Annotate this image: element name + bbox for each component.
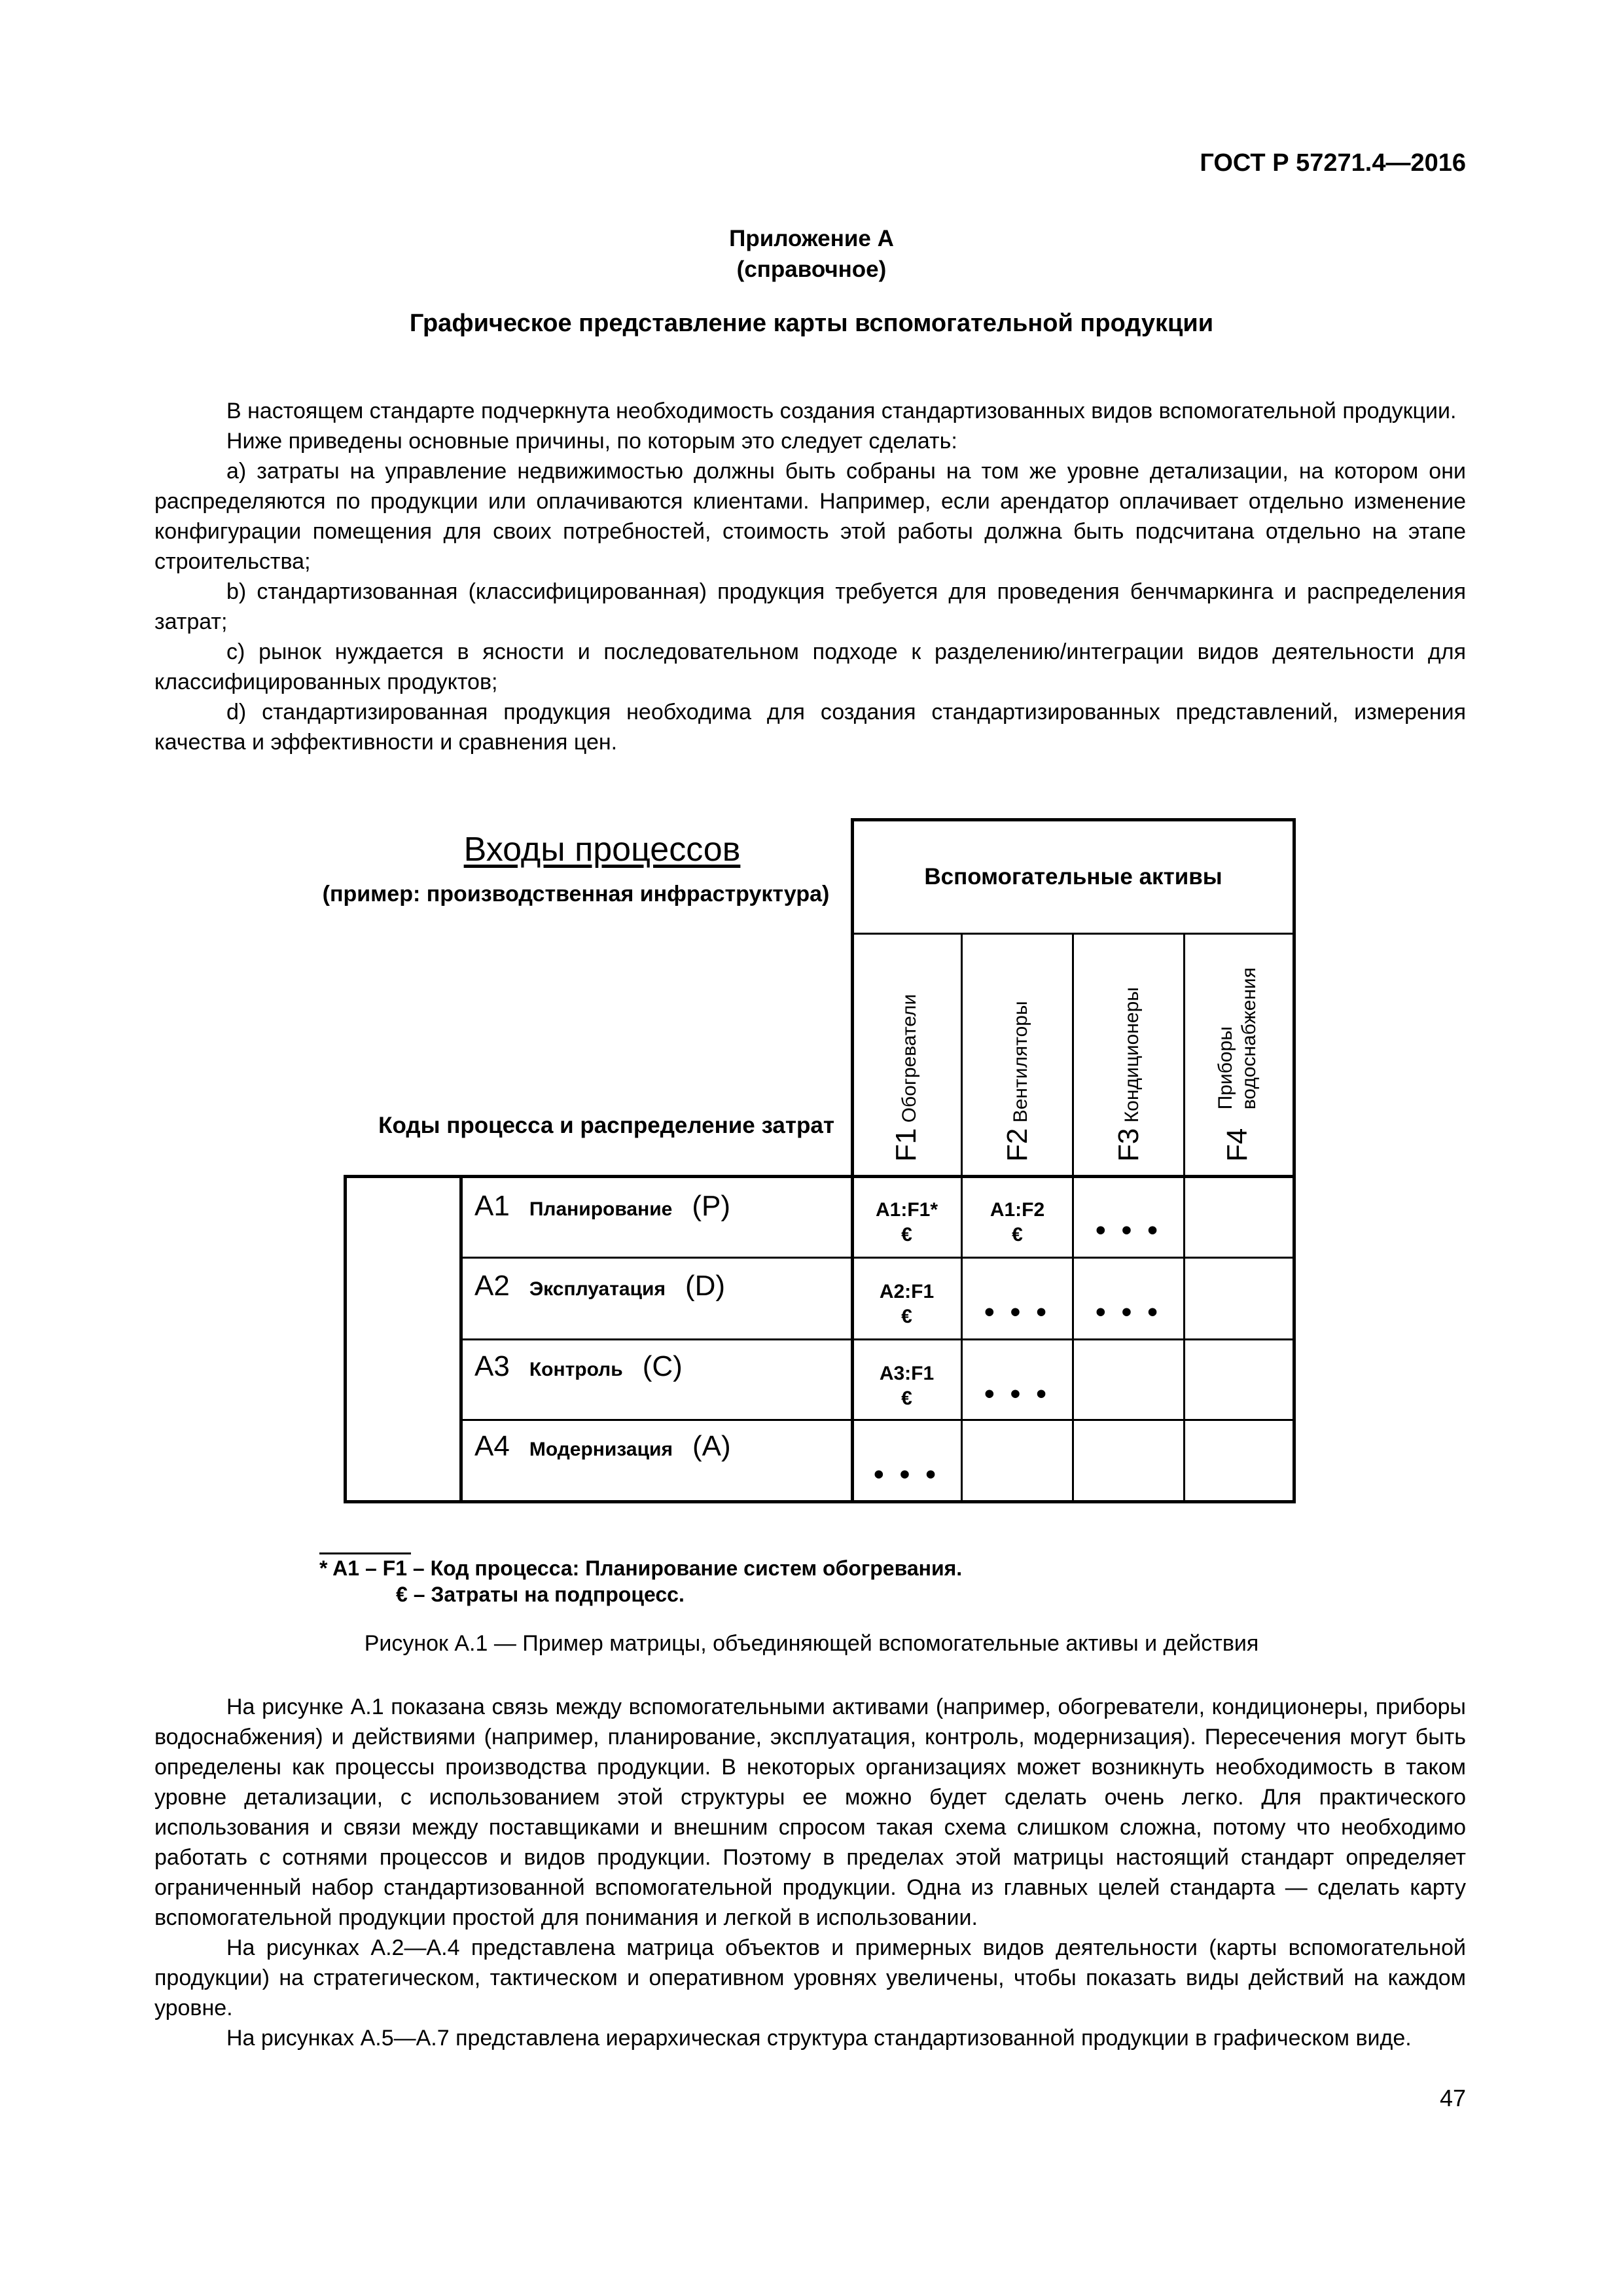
process-header: Коды процесса и распределение затрат xyxy=(378,1113,834,1138)
intro-list-item: с) рынок нуждается в ясности и последовательном подходе к разделению/интеграции видов деятельности для классифицированных продуктов; xyxy=(154,639,1466,694)
intro-paragraph: Ниже приведены основные причины, по которым это следует сделать: xyxy=(226,429,957,454)
discussion-text xyxy=(154,1692,1466,2053)
discussion-paragraph: На рисунках А.5—А.7 представлена иерархическая структура стандартизованной продукции в графическом виде. xyxy=(226,2026,1412,2051)
figure-title: Входы процессов xyxy=(463,831,741,869)
matrix-cell: A1:F2 € xyxy=(990,1199,1045,1246)
footnote-rule xyxy=(319,1552,411,1554)
intro-paragraph: В настоящем стандарте подчеркнута необходимость создания стандартизованных видов вспомогательной продукции. xyxy=(226,399,1457,423)
appendix-label: Приложение А xyxy=(729,226,894,251)
intro-list-item: d) стандартизированная продукция необходима для создания стандартизированных представлений, измерения качества и эффективности и сравнения цен. xyxy=(154,700,1466,755)
ellipsis-marker: • • • xyxy=(1096,1296,1162,1328)
discussion-paragraph: На рисунке А.1 показана связь между вспомогательными активами (например, обогреватели, кондиционеры, приборы водоснабжения) и действиями (например, планирование, эксплуатация, контроль, модернизация). Пересечения могут быть определены как процессы производства продукции. В некоторых организациях может возникнуть необходимость в таком уровне детализации, с использованием этой структуры ее можно будет сделать очень легко. Для практического использования и связи между поставщиками и внешним спросом такая схема слишком сложна, потому что необходимо работать с сотнями процессов и видов продукции. Поэтому в пределах этой матрицы настоящий стандарт определяет ограниченный набор стандартизованной вспомогательной продукции. Одна из главных целей стандарта — сделать карту вспомогательной продукции простой для понимания и легкой в использовании. xyxy=(154,1695,1466,1930)
column-header-f2: F2 Вентиляторы xyxy=(1001,1001,1033,1162)
row-label-a3: А3 Контроль (C) xyxy=(474,1350,683,1382)
appendix-type: (справочное) xyxy=(736,257,887,282)
matrix-cell: A2:F1 € xyxy=(879,1281,935,1327)
row-label-a2: А2 Эксплуатация (D) xyxy=(474,1270,726,1302)
column-header-f3: F3 Кондиционеры xyxy=(1113,987,1145,1162)
assets-header: Вспомогательные активы xyxy=(924,864,1222,889)
intro-text xyxy=(154,396,1466,757)
row-divider xyxy=(459,1338,1294,1340)
ellipsis-marker: • • • xyxy=(1096,1214,1162,1246)
column-divider xyxy=(1183,933,1185,1502)
column-header-f4: F4 Приборы водоснабжения xyxy=(1215,967,1260,1162)
figure-caption: Рисунок А.1 — Пример матрицы, объединяющей вспомогательные активы и действия xyxy=(364,1631,1259,1656)
figure-subtitle: (пример: производственная инфраструктура) xyxy=(322,882,830,906)
appendix-title: Графическое представление карты вспомогательной продукции xyxy=(409,310,1214,337)
row-label-a4: А4 Модернизация (A) xyxy=(474,1430,731,1462)
intro-list-item: b) стандартизованная (классифицированная) продукция требуется для проведения бенчмаркинга и распределения затрат; xyxy=(154,579,1466,634)
matrix-cell: A3:F1 € xyxy=(879,1363,935,1409)
ellipsis-marker: • • • xyxy=(874,1458,940,1490)
document-standard-number: ГОСТ Р 57271.4—2016 xyxy=(1200,149,1466,177)
figure-footnote: € – Затраты на подпроцесс. xyxy=(396,1583,685,1606)
row-label-a1: А1 Планирование (P) xyxy=(474,1190,730,1222)
ellipsis-marker: • • • xyxy=(984,1296,1050,1328)
intro-list-item: а) затраты на управление недвижимостью должны быть собраны на том же уровне детализации, на котором они распределяются по продукции или оплачиваются клиентами. Например, если арендатор оплачивает отдельно изменение конфигурации помещения для своих потребностей, стоимость этой работы должна быть подсчитана отдельно на этапе строительства; xyxy=(154,459,1466,574)
page-number: 47 xyxy=(1439,2085,1466,2111)
row-divider xyxy=(459,1419,1294,1421)
discussion-paragraph: На рисунках А.2—А.4 представлена матрица объектов и примерных видов деятельности (карты вспомогательной продукции) на стратегическом, тактическом и оперативном уровнях увеличены, чтобы показать виды действий на каждом уровне. xyxy=(154,1935,1466,2020)
column-header-f1: F1 Обогреватели xyxy=(890,994,922,1162)
figure-footnote: * A1 – F1 – Код процесса: Планирование систем обогревания. xyxy=(319,1556,963,1580)
matrix-cell: A1:F1* € xyxy=(875,1199,938,1246)
row-divider xyxy=(459,1257,1294,1259)
ellipsis-marker: • • • xyxy=(984,1378,1050,1410)
